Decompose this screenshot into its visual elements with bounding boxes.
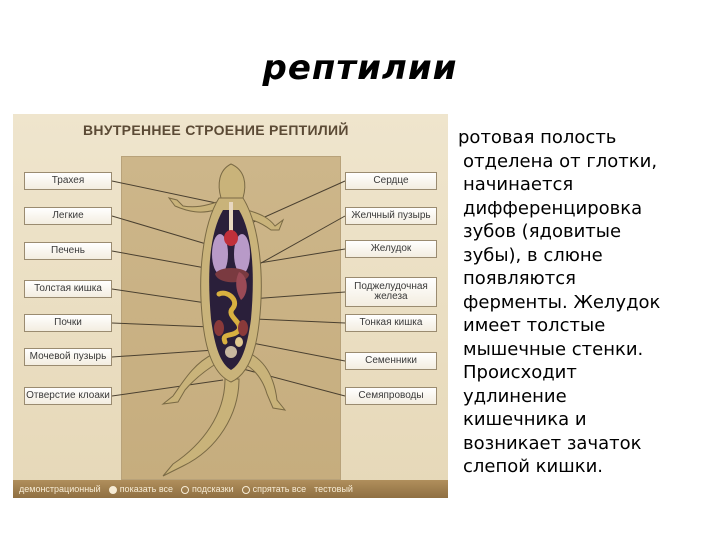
reptile-anatomy-figure — [13, 114, 448, 498]
label-liver[interactable]: Печень — [24, 242, 112, 260]
text-line: дифференцировка — [463, 197, 643, 219]
trachea — [229, 202, 233, 232]
text-line: кишечника и — [463, 409, 587, 430]
text-line: начинается — [463, 174, 574, 195]
label-pancreas[interactable]: Поджелудочная железа — [345, 277, 437, 307]
connector-large-intestine — [112, 289, 213, 304]
figure-heading: ВНУТРЕННЕЕ СТРОЕНИЕ РЕПТИЛИЙ — [83, 122, 349, 138]
connector-liver — [112, 251, 211, 269]
text-line: мышечные стенки. — [463, 338, 644, 360]
figure-control-bar — [13, 480, 448, 498]
mode-demo-button[interactable]: демонстрационный — [19, 484, 101, 494]
connector-bladder — [112, 350, 215, 357]
text-line: ферменты. Желудок — [463, 291, 661, 313]
label-gallbladder[interactable]: Желчный пузырь — [345, 207, 437, 225]
label-trachea[interactable]: Трахея — [24, 172, 112, 190]
connector-kidneys — [112, 323, 211, 327]
text-line: слепой кишки. — [463, 456, 604, 477]
text-line: удлинение — [463, 385, 567, 407]
label-small-intestine[interactable]: Тонкая кишка — [345, 314, 437, 332]
label-lungs[interactable]: Легкие — [24, 207, 112, 225]
label-stomach[interactable]: Желудок — [345, 240, 437, 258]
option-hints-label: подсказки — [192, 484, 234, 494]
text-line: отделена от глотки, — [463, 150, 658, 172]
connector-stomach — [253, 249, 345, 264]
label-testes[interactable]: Семенники — [345, 352, 437, 370]
text-line: возникает зачаток — [463, 432, 642, 454]
right-kidney — [238, 320, 248, 336]
slide-title: рептилии — [262, 48, 458, 88]
connector-lungs — [112, 216, 213, 246]
left-kidney — [214, 320, 224, 336]
radio-icon — [242, 486, 250, 494]
text-line: появляются — [463, 268, 576, 289]
label-heart[interactable]: Сердце — [345, 172, 437, 190]
connector-testes — [247, 342, 345, 361]
option-hide-all-label: спрятать все — [252, 484, 307, 494]
lizard-left-front-leg — [169, 198, 217, 212]
option-show-all-label: показать все — [119, 484, 174, 494]
text-line: ротовая полость — [458, 127, 617, 148]
label-large-intestine[interactable]: Толстая кишка — [24, 280, 112, 298]
description-text — [455, 126, 717, 479]
label-vas-deferens[interactable]: Семяпроводы — [345, 387, 437, 405]
testes — [235, 337, 243, 347]
connector-heart — [238, 181, 345, 229]
radio-icon — [181, 486, 189, 494]
label-cloaca-opening[interactable]: Отверстие клоаки — [24, 387, 112, 405]
text-line: зубов (ядовитые — [463, 221, 622, 242]
lizard-left-hind-leg — [163, 354, 219, 404]
lizard-head — [219, 164, 245, 198]
label-bladder[interactable]: Мочевой пузырь — [24, 348, 112, 366]
text-line: имеет толстые — [463, 315, 606, 336]
connector-small-intestine — [255, 319, 345, 323]
text-line: зубы), в слюне — [463, 244, 603, 266]
text-line: Происходит — [463, 362, 577, 383]
heart — [224, 230, 238, 246]
connector-cloaca — [112, 380, 223, 396]
mode-test-button[interactable]: тестовый — [314, 484, 353, 494]
option-show-all[interactable] — [109, 484, 173, 494]
connector-pancreas — [251, 292, 345, 299]
label-kidneys[interactable]: Почки — [24, 314, 112, 332]
option-hints[interactable] — [181, 484, 234, 494]
radio-selected-icon — [109, 486, 117, 494]
lizard-right-hind-leg — [245, 354, 285, 410]
connector-trachea — [112, 181, 221, 204]
option-hide-all[interactable] — [242, 484, 306, 494]
bladder — [225, 346, 237, 358]
